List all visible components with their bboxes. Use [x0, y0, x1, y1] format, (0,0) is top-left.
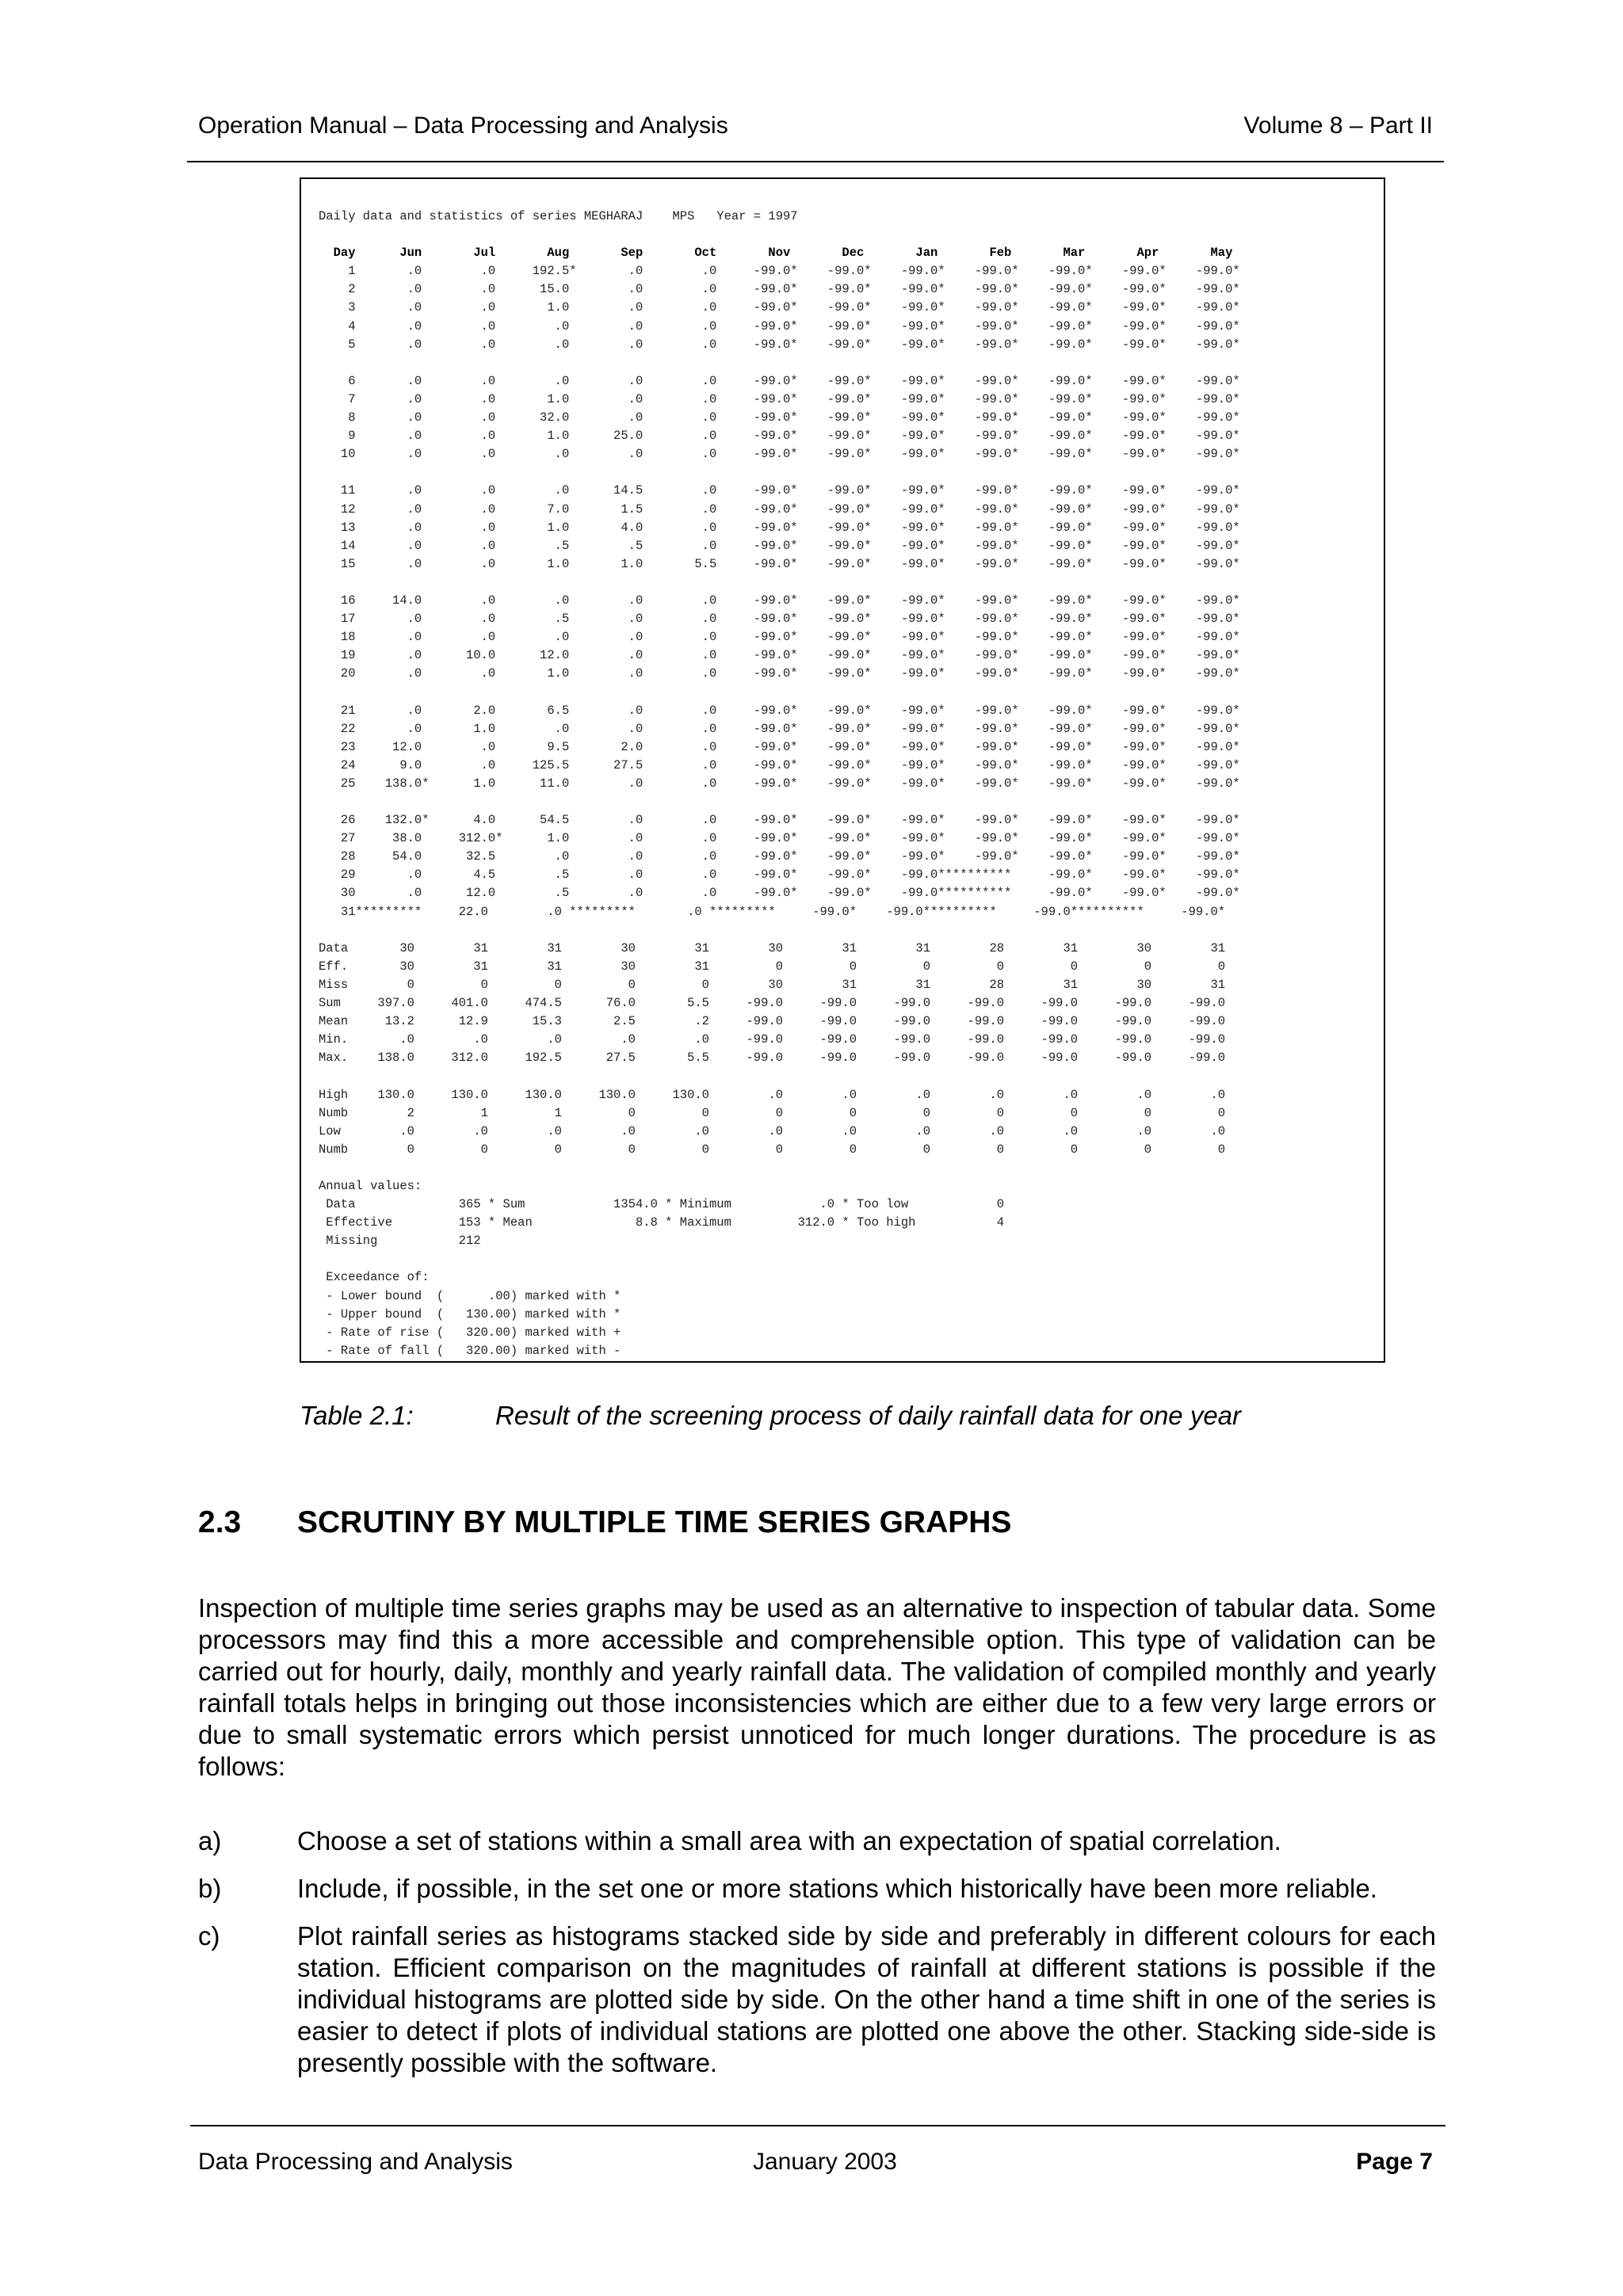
- list-item: [198, 1825, 1436, 1857]
- screening-line: 3 .0 .0 1.0 .0 .0 -99.0* -99.0* -99.0* -99.0* -99.0* -99.0* -99.0*: [319, 300, 1240, 315]
- section-heading: [198, 1505, 1011, 1540]
- screening-line: 22 .0 1.0 .0 .0 .0 -99.0* -99.0* -99.0* -99.0* -99.0* -99.0* -99.0*: [319, 721, 1240, 736]
- screening-line: 6 .0 .0 .0 .0 .0 -99.0* -99.0* -99.0* -99.0* -99.0* -99.0* -99.0*: [319, 373, 1240, 388]
- screening-line: 9 .0 .0 1.0 25.0 .0 -99.0* -99.0* -99.0* -99.0* -99.0* -99.0* -99.0*: [319, 429, 1240, 444]
- screening-title-line: Daily data and statistics of series MEGHARAJ MPS Year = 1997: [319, 209, 798, 223]
- screening-line: 16 14.0 .0 .0 .0 .0 -99.0* -99.0* -99.0* -99.0* -99.0* -99.0* -99.0*: [319, 593, 1240, 608]
- screening-line: 7 .0 .0 1.0 .0 .0 -99.0* -99.0* -99.0* -99.0* -99.0* -99.0* -99.0*: [319, 391, 1240, 406]
- screening-line: 18 .0 .0 .0 .0 .0 -99.0* -99.0* -99.0* -99.0* -99.0* -99.0* -99.0*: [319, 630, 1240, 645]
- screening-line: 23 12.0 .0 9.5 2.0 .0 -99.0* -99.0* -99.0* -99.0* -99.0* -99.0* -99.0*: [319, 739, 1240, 754]
- section-number: 2.3: [198, 1505, 242, 1539]
- footer-rule: [190, 2125, 1445, 2126]
- table-caption-text: Result of the screening process of daily rainfall data for one year: [495, 1401, 1242, 1430]
- screening-line: 10 .0 .0 .0 .0 .0 -99.0* -99.0* -99.0* -99.0* -99.0* -99.0* -99.0*: [319, 447, 1240, 462]
- screening-line: 30 .0 12.0 .5 .0 .0 -99.0* -99.0* -99.0********** -99.0* -99.0* -99.0*: [319, 886, 1240, 901]
- screening-line: Missing 212: [319, 1234, 481, 1249]
- screening-line: 31********* 22.0 .0 ********* .0 ********* -99.0* -99.0********** -99.0********** -99.0*: [319, 904, 1226, 919]
- body-paragraph: Inspection of multiple time series graphs may be used as an alternative to inspection of tabular data. Some processors may find this a more accessible and comprehensible option. This type of validation can be carried out for hourly, daily, monthly and yearly rainfall data. The validation of compiled monthly and yearly rainfall totals helps in bringing out those inconsistencies which are either due to a few very large errors or due to small systematic errors which persist unnoticed for much longer durations. The procedure is as follows:: [198, 1593, 1436, 1781]
- list-item: [198, 1920, 1436, 2079]
- list-item-text: Plot rainfall series as histograms stacked side by side and preferably in different colours for each station. Efficient comparison on the magnitudes of rainfall at different stations is possible if the individual histograms are plotted side by side. On the other hand a time shift in one of the series is easier to detect if plots of individual stations are plotted one above the other. Stacking side-side is presently possible with the software.: [297, 1921, 1436, 2077]
- screening-line: 13 .0 .0 1.0 4.0 .0 -99.0* -99.0* -99.0* -99.0* -99.0* -99.0* -99.0*: [319, 520, 1240, 535]
- screening-line: Min. .0 .0 .0 .0 .0 -99.0 -99.0 -99.0 -99.0 -99.0 -99.0 -99.0: [319, 1032, 1226, 1047]
- screening-line: 11 .0 .0 .0 14.5 .0 -99.0* -99.0* -99.0* -99.0* -99.0* -99.0* -99.0*: [319, 483, 1240, 498]
- list-item-text: Include, if possible, in the set one or more stations which historically have been more reliable.: [297, 1874, 1377, 1903]
- screening-line: Data 365 * Sum 1354.0 * Minimum .0 * Too low 0: [319, 1197, 1005, 1212]
- header-volume: Volume 8 – Part II: [1243, 113, 1433, 139]
- screening-line: 26 132.0* 4.0 54.5 .0 .0 -99.0* -99.0* -99.0* -99.0* -99.0* -99.0* -99.0*: [319, 813, 1240, 828]
- screening-line: Numb 2 1 1 0 0 0 0 0 0 0 0 0: [319, 1105, 1226, 1120]
- screening-line: 4 .0 .0 .0 .0 .0 -99.0* -99.0* -99.0* -99.0* -99.0* -99.0* -99.0*: [319, 318, 1240, 334]
- screening-line: 29 .0 4.5 .5 .0 .0 -99.0* -99.0* -99.0********** -99.0* -99.0* -99.0*: [319, 868, 1240, 883]
- screening-line: Exceedance of:: [319, 1270, 430, 1285]
- section-title: SCRUTINY BY MULTIPLE TIME SERIES GRAPHS: [297, 1505, 1012, 1539]
- screening-line: 28 54.0 32.5 .0 .0 .0 -99.0* -99.0* -99.0* -99.0* -99.0* -99.0* -99.0*: [319, 849, 1240, 864]
- screening-line: 20 .0 .0 1.0 .0 .0 -99.0* -99.0* -99.0* -99.0* -99.0* -99.0* -99.0*: [319, 666, 1240, 681]
- screening-line: Annual values:: [319, 1178, 422, 1193]
- screening-line: 14 .0 .0 .5 .5 .0 -99.0* -99.0* -99.0* -99.0* -99.0* -99.0* -99.0*: [319, 538, 1240, 553]
- screening-line: 1 .0 .0 192.5* .0 .0 -99.0* -99.0* -99.0* -99.0* -99.0* -99.0* -99.0*: [319, 264, 1240, 279]
- screening-line: 2 .0 .0 15.0 .0 .0 -99.0* -99.0* -99.0* -99.0* -99.0* -99.0* -99.0*: [319, 282, 1240, 297]
- screening-body: [319, 264, 1240, 1358]
- screening-line: Low .0 .0 .0 .0 .0 .0 .0 .0 .0 .0 .0 .0: [319, 1123, 1226, 1138]
- table-caption-label: Table 2.1:: [300, 1401, 414, 1430]
- screening-output: [319, 208, 1240, 1360]
- screening-line: Data 30 31 31 30 31 30 31 31 28 31 30 31: [319, 940, 1226, 955]
- list-item-label: b): [198, 1874, 222, 1903]
- screening-line: 27 38.0 312.0* 1.0 .0 .0 -99.0* -99.0* -99.0* -99.0* -99.0* -99.0* -99.0*: [319, 831, 1240, 846]
- footer-title: Data Processing and Analysis: [198, 2149, 513, 2175]
- footer-page: Page 7: [1356, 2149, 1433, 2175]
- list-item-text: Choose a set of stations within a small area with an expectation of spatial correlation.: [297, 1826, 1281, 1855]
- screening-line: 19 .0 10.0 12.0 .0 .0 -99.0* -99.0* -99.0* -99.0* -99.0* -99.0* -99.0*: [319, 648, 1240, 663]
- screening-line: - Rate of rise ( 320.00) marked with +: [319, 1325, 621, 1340]
- screening-line: Sum 397.0 401.0 474.5 76.0 5.5 -99.0 -99.0 -99.0 -99.0 -99.0 -99.0 -99.0: [319, 996, 1226, 1011]
- screening-line: Numb 0 0 0 0 0 0 0 0 0 0 0 0: [319, 1142, 1226, 1157]
- header-rule: [187, 161, 1444, 162]
- screening-line: 12 .0 .0 7.0 1.5 .0 -99.0* -99.0* -99.0* -99.0* -99.0* -99.0* -99.0*: [319, 502, 1240, 517]
- screening-line: - Upper bound ( 130.00) marked with *: [319, 1306, 621, 1322]
- screening-line: - Rate of fall ( 320.00) marked with -: [319, 1343, 621, 1358]
- screening-line: 21 .0 2.0 6.5 .0 .0 -99.0* -99.0* -99.0* -99.0* -99.0* -99.0* -99.0*: [319, 703, 1240, 718]
- screening-column-header: Day Jun Jul Aug Sep Oct Nov Dec Jan Feb Mar Apr May: [319, 246, 1233, 261]
- screening-line: Max. 138.0 312.0 192.5 27.5 5.5 -99.0 -99.0 -99.0 -99.0 -99.0 -99.0 -99.0: [319, 1051, 1226, 1066]
- footer-date: January 2003: [753, 2149, 897, 2175]
- screening-line: Miss 0 0 0 0 0 30 31 31 28 31 30 31: [319, 977, 1226, 992]
- screening-line: 15 .0 .0 1.0 1.0 5.5 -99.0* -99.0* -99.0* -99.0* -99.0* -99.0* -99.0*: [319, 556, 1240, 571]
- screening-line: 5 .0 .0 .0 .0 .0 -99.0* -99.0* -99.0* -99.0* -99.0* -99.0* -99.0*: [319, 337, 1240, 352]
- screening-line: Eff. 30 31 31 30 31 0 0 0 0 0 0 0: [319, 959, 1226, 974]
- list-item: [198, 1873, 1436, 1905]
- header-title: Operation Manual – Data Processing and Analysis: [198, 113, 728, 139]
- screening-output-box: [300, 177, 1385, 1363]
- screening-line: 17 .0 .0 .5 .0 .0 -99.0* -99.0* -99.0* -99.0* -99.0* -99.0* -99.0*: [319, 612, 1240, 627]
- screening-line: - Lower bound ( .00) marked with *: [319, 1288, 621, 1303]
- screening-line: 25 138.0* 1.0 11.0 .0 .0 -99.0* -99.0* -99.0* -99.0* -99.0* -99.0* -99.0*: [319, 776, 1240, 791]
- screening-line: Effective 153 * Mean 8.8 * Maximum 312.0 * Too high 4: [319, 1215, 1005, 1230]
- screening-line: 24 9.0 .0 125.5 27.5 .0 -99.0* -99.0* -99.0* -99.0* -99.0* -99.0* -99.0*: [319, 757, 1240, 772]
- list-item-label: c): [198, 1921, 220, 1951]
- list-item-label: a): [198, 1826, 222, 1855]
- screening-line: High 130.0 130.0 130.0 130.0 130.0 .0 .0 .0 .0 .0 .0 .0: [319, 1087, 1226, 1102]
- screening-line: Mean 13.2 12.9 15.3 2.5 .2 -99.0 -99.0 -99.0 -99.0 -99.0 -99.0 -99.0: [319, 1014, 1226, 1029]
- screening-line: 8 .0 .0 32.0 .0 .0 -99.0* -99.0* -99.0* -99.0* -99.0* -99.0* -99.0*: [319, 410, 1240, 425]
